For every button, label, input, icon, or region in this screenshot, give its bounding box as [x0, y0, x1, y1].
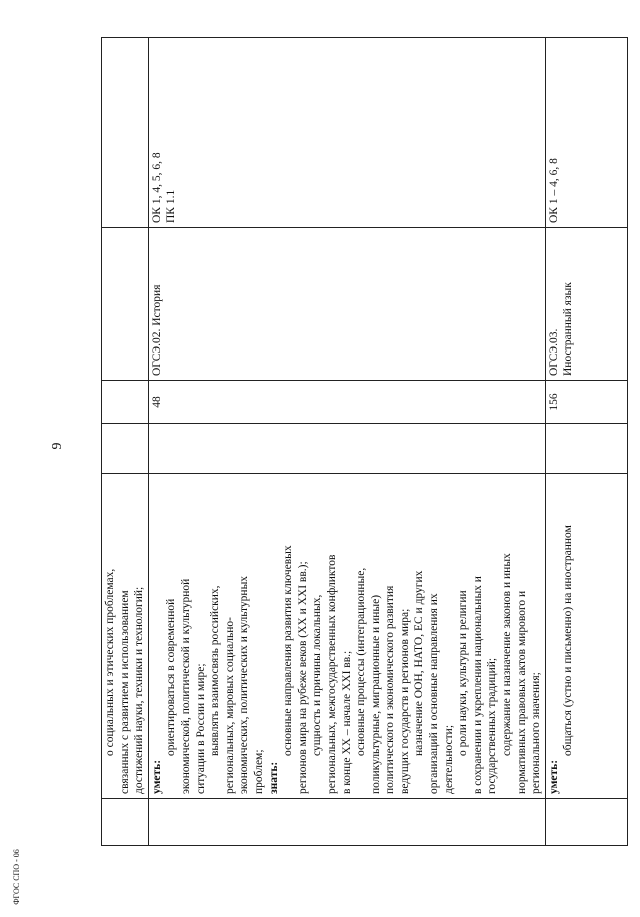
requirement-line: общаться (устно и письменно) на иностранном — [562, 525, 575, 756]
requirement-line: связанных с развитием и использованием — [118, 590, 131, 794]
section-heading: уметь: — [547, 759, 560, 794]
requirement-line: сущность и причины локальных, — [311, 594, 324, 756]
hours-cell — [148, 381, 545, 424]
hours-cell — [545, 381, 627, 424]
requirement-line: экономической, политической и культурной — [179, 578, 192, 794]
competency-codes: ОК 1 – 4, 6, 8 — [547, 158, 560, 223]
requirement-line: основные направления развития ключевых — [282, 545, 295, 756]
requirements-cell — [148, 474, 545, 799]
requirement-line: достижений науки, техники и технологий; — [133, 586, 146, 794]
empty-cell — [102, 424, 149, 474]
curriculum-table — [101, 37, 628, 846]
discipline-name: ОГСЭ.02. История — [150, 284, 163, 376]
requirement-line: ориентироваться в современной — [165, 598, 178, 756]
empty-cell — [148, 424, 545, 474]
table-row — [545, 38, 627, 846]
requirement-line: политического и экономического развития — [384, 585, 397, 794]
hours-cell — [102, 381, 149, 424]
table-row — [102, 38, 149, 846]
section-heading: уметь: — [150, 759, 163, 794]
curriculum-table-wrapper — [101, 38, 581, 846]
section-heading: знать: — [267, 761, 280, 794]
requirement-line: регионального значения; — [530, 672, 543, 794]
requirement-line: региональных, мировых социально- — [223, 617, 236, 794]
requirement-line: назначение ООН, НАТО, ЕС и других — [413, 570, 426, 756]
requirement-line: экономических, политических и культурных — [238, 575, 251, 794]
requirement-line: государственных традиций; — [486, 657, 499, 794]
requirement-line: деятельности; — [442, 724, 455, 794]
requirement-line: нормативных правовых актов мирового и — [515, 590, 528, 794]
requirements-cell — [102, 474, 149, 799]
requirement-line: проблем; — [252, 749, 265, 794]
hours-value: 48 — [150, 396, 163, 408]
empty-cell — [102, 799, 149, 846]
requirement-line: ситуации в России и мире; — [194, 663, 207, 794]
discipline-name: ОГСЭ.03. Иностранный язык — [547, 282, 575, 376]
requirement-line: о роли науки, культуры и религии — [457, 590, 470, 756]
requirement-line: выявлять взаимосвязь российских, — [209, 585, 222, 756]
requirement-line: регионов мира на рубеже веков (XX и XXI вв.); — [296, 561, 309, 794]
requirement-line: поликультурные, миграционные и иные) — [369, 594, 382, 794]
discipline-cell — [545, 228, 627, 381]
footer-doc-code: ФГОС СПО - 06 — [12, 849, 21, 905]
requirement-line: организаций и основные направления их — [428, 593, 441, 794]
competencies-cell — [102, 38, 149, 228]
discipline-cell — [148, 228, 545, 381]
empty-cell — [545, 424, 627, 474]
requirement-line: содержание и назначение законов и иных — [501, 553, 514, 756]
competencies-cell — [545, 38, 627, 228]
empty-cell — [545, 799, 627, 846]
requirement-line: ведущих государств и регионов мира; — [398, 608, 411, 794]
competencies-cell — [148, 38, 545, 228]
requirement-line: в конце XX – начале XXI вв.; — [340, 650, 353, 794]
requirement-line: основные процессы (интеграционные, — [355, 567, 368, 756]
requirement-line: о социальных и этических проблемах, — [104, 568, 116, 756]
requirement-line: в сохранении и укреплении национальных и — [471, 576, 484, 794]
table-row — [148, 38, 545, 846]
curriculum-table-rotated — [101, 38, 581, 846]
page-number: 9 — [50, 442, 65, 450]
curriculum-table-body — [102, 38, 628, 846]
discipline-cell — [102, 228, 149, 381]
hours-value: 156 — [547, 393, 560, 411]
requirement-line: региональных, межгосударственных конфликтов — [325, 554, 338, 794]
empty-cell — [148, 799, 545, 846]
requirements-cell — [545, 474, 627, 799]
competency-codes: ОК 1, 4, 5, 6, 8 ПК 1.1 — [150, 152, 178, 223]
